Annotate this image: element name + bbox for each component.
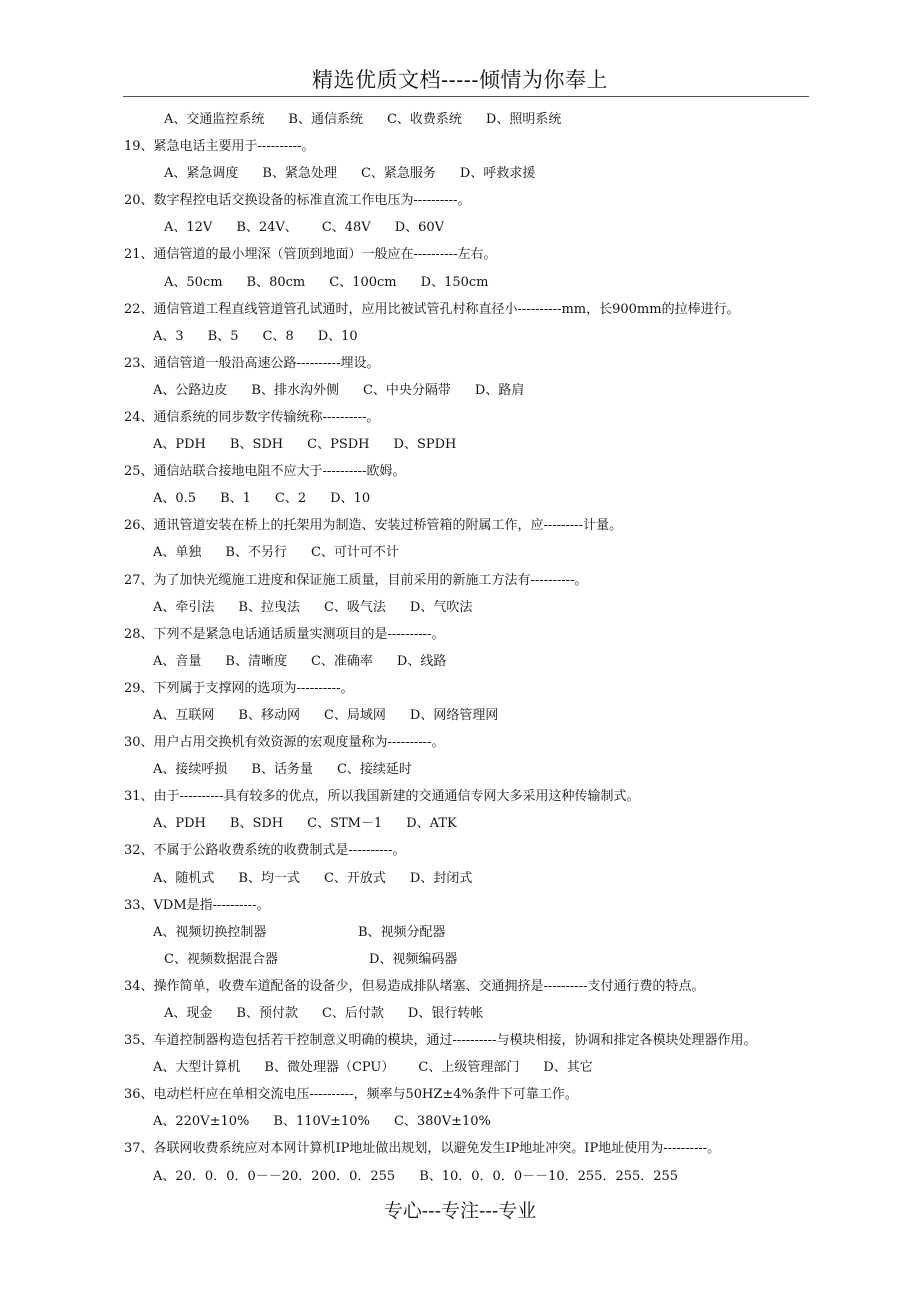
answer-option: A、3 [153,328,184,344]
answer-option: A、20．0．0．0－－20．200．0．255 [153,1168,396,1184]
answer-option: A、220V±10% [153,1114,250,1130]
answer-option: A、PDH [153,816,206,832]
answer-option: B、紧急处理 [262,166,337,182]
answer-option: C、紧急服务 [360,166,436,182]
answer-option: B、80cm [246,274,306,290]
answer-option: A、50cm [164,274,223,290]
options-row [164,111,561,129]
answer-option: C、局域网 [323,708,386,723]
answer-option: B、不另行 [225,545,287,561]
answer-option: B、排水沟外侧 [251,382,339,398]
answer-option: C、视频数据混合器 [164,951,278,967]
answer-option: B、SDH [229,816,284,832]
options-row [153,653,446,671]
options-row [153,382,524,400]
answer-option: A、接续呼损 [153,762,228,778]
question-text: 37、各联网收费系统应对本网计算机IP地址做出规划，以避免发生IP地址冲突。IP地址使用为----------。 [124,1141,721,1157]
answer-option: A、音量 [153,653,202,669]
answer-option: B、5 [207,328,239,344]
options-row [153,599,472,617]
answer-option: A、互联网 [153,708,215,723]
options-row [153,815,457,833]
answer-option: A、单独 [153,545,202,561]
answer-option: D、60V [394,220,445,236]
options-row [153,436,456,454]
answer-option: B、清晰度 [225,653,287,669]
answer-option: D、呼救求援 [459,166,536,182]
answer-option: B、24V、 [236,220,298,236]
question-text: 21、通信管道的最小埋深（管顶到地面）一般应在----------左右。 [124,247,497,263]
answer-option: C、开放式 [323,870,386,886]
options-row [164,1005,483,1023]
answer-option: C、吸气法 [323,599,386,615]
answer-option: C、PSDH [307,437,370,453]
question-text: 23、通信管道一般沿高速公路----------埋设。 [124,355,380,371]
question-text: 32、不属于公路收费系统的收费制式是----------。 [124,843,406,859]
options-row [153,328,358,346]
question-text: 35、车道控制器构造包括若干控制意义明确的模块，通过----------与模块相接，协调和排定各模块处理器作用。 [124,1033,757,1049]
answer-option: C、2 [274,491,307,507]
options-row [153,1168,678,1186]
answer-option: C、后付款 [321,1006,384,1021]
answer-option: A、紧急调度 [164,166,239,182]
question-text: 36、电动栏杆应在单相交流电压----------，频率与50HZ±4%条件下可靠工作。 [124,1087,578,1103]
answer-option: A、随机式 [153,870,215,886]
answer-option: C、中央分隔带 [362,382,451,398]
answer-option: A、现金 [164,1006,213,1021]
answer-option: A、视频切换控制器 [153,924,267,940]
question-text: 27、为了加快光缆施工进度和保证施工质量，目前采用的新施工方法有----------。 [124,572,588,588]
answer-option: C、上级管理部门 [418,1060,520,1076]
answer-option: B、预付款 [236,1006,298,1021]
answer-option: A、0.5 [153,491,197,507]
question-text: 26、通讯管道安装在桥上的托架用为制造、安装过桥管箱的附属工作，应---------计量。 [124,518,623,534]
options-row [153,761,412,779]
answer-option: B、SDH [229,437,284,453]
options-row [153,544,399,562]
options-row [153,1059,593,1077]
answer-option: B、拉曳法 [238,599,300,615]
answer-option: D、10 [330,491,371,507]
answer-option: C、接续延时 [336,762,412,778]
options-row [153,924,446,942]
answer-option: D、气吹法 [409,599,473,615]
answer-option: A、交通监控系统 [164,112,265,127]
answer-option: C、可计可不计 [310,545,399,561]
options-row [164,274,489,292]
answer-option: B、1 [220,491,251,507]
answer-option: B、110V±10% [273,1114,370,1130]
answer-option: B、话务量 [251,762,313,778]
answer-option: C、100cm [329,274,397,290]
answer-option: B、移动网 [238,708,300,723]
question-text: 30、用户占用交换机有效资源的宏观度量称为----------。 [124,735,445,751]
answer-option: A、PDH [153,437,206,453]
page-header: 精选优质文档-----倾情为你奉上 [312,68,608,92]
header-divider [123,96,809,97]
answer-option: D、照明系统 [485,112,562,127]
answer-option: A、大型计算机 [153,1060,241,1076]
answer-option: C、收费系统 [386,112,462,127]
answer-option: D、视频编码器 [369,951,458,967]
answer-option: D、封闭式 [409,870,473,886]
question-text: 33、VDM是指----------。 [124,897,270,913]
options-row [153,1113,491,1131]
answer-option: D、ATK [406,816,457,832]
answer-option: C、48V [321,220,371,236]
options-row [153,490,370,508]
answer-option: D、网络管理网 [409,708,499,723]
answer-option: B、视频分配器 [358,924,446,940]
question-text: 25、通信站联合接地电阻不应大于----------欧姆。 [124,464,406,480]
answer-option: D、线路 [396,653,447,669]
answer-option: A、牵引法 [153,599,215,615]
answer-option: D、SPDH [393,437,457,453]
answer-option: A、公路边皮 [153,382,228,398]
answer-option: D、其它 [543,1060,593,1076]
answer-option: D、银行转帐 [407,1006,484,1021]
options-row [153,707,498,725]
question-text: 29、下列属于支撑网的选项为----------。 [124,680,354,696]
answer-option: C、STM－1 [307,816,383,832]
answer-option: B、均一式 [238,870,300,886]
answer-option: C、380V±10% [393,1114,491,1130]
question-text: 28、下列不是紧急电话通话质量实测项目的是----------。 [124,626,445,642]
options-row [164,219,444,237]
answer-option: B、微处理器（CPU） [264,1060,395,1076]
question-text: 24、通信系统的同步数字传输统称----------。 [124,410,380,425]
answer-option: C、8 [262,328,294,344]
options-row [164,165,535,183]
answer-option: B、10．0．0．0－－10．255．255．255 [419,1168,679,1184]
answer-option: D、150cm [420,274,489,290]
options-row [153,870,472,888]
question-text: 34、操作简单，收费车道配备的设备少，但易造成排队堵塞、交通拥挤是----------支付通行费的特点。 [124,978,705,994]
answer-option: B、通信系统 [288,112,363,127]
answer-option: D、路肩 [474,382,525,398]
answer-option: C、准确率 [310,653,373,669]
question-text: 22、通信管道工程直线管道管孔试通时，应用比被试管孔村称直径小----------mm，长900mm的拉棒进行。 [124,301,740,317]
options-row [164,951,457,969]
answer-option: A、12V [164,220,213,236]
question-text: 20、数字程控电话交换设备的标准直流工作电压为----------。 [124,193,471,209]
page-footer: 专心---专注---专业 [383,1200,537,1222]
question-text: 31、由于----------具有较多的优点，所以我国新建的交通通信专网大多采用这种传输制式。 [124,789,640,805]
answer-option: D、10 [317,328,358,344]
question-text: 19、紧急电话主要用于----------。 [124,139,315,155]
